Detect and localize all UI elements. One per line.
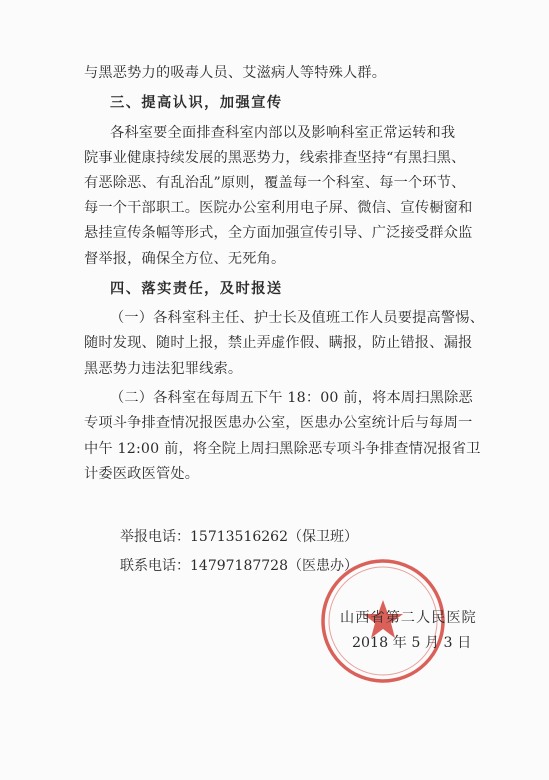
signature-organization: 山西省第二人民医院: [340, 610, 477, 626]
body-line: 计委医政医管处。: [84, 466, 200, 482]
section-heading-three: 三、提高认识，加强宣传: [110, 95, 283, 111]
body-line: 专项斗争排查情况报医患办公室，医患办公室统计后与每周一: [84, 415, 473, 431]
body-line: 每一个干部职工。医院办公室利用电子屏、微信、宣传橱窗和: [84, 200, 473, 216]
body-line: 悬挂宣传条幅等形式，全方面加强宣传引导、广泛接受群众监: [84, 225, 473, 241]
body-line: 中午 12:00 前，将全院上周扫黑除恶专项斗争排查情况报省卫: [84, 441, 481, 457]
signature-date: 2018 年 5 月 3 日: [352, 635, 472, 651]
contact-phone: 联系电话：14797187728（医患办）: [120, 558, 358, 574]
body-line: 院事业健康持续发展的黑恶势力，线索排查坚持“有黑扫黑、: [84, 150, 466, 166]
body-line: 各科室要全面排查科室内部以及影响科室正常运转和我: [110, 125, 456, 141]
body-line: 督举报，确保全方位、无死角。: [84, 251, 286, 267]
body-line: （一）各科室科主任、护士长及值班工作人员要提高警惕、: [110, 310, 485, 326]
body-line: 黑恶势力违法犯罪线索。: [84, 361, 243, 377]
report-phone: 举报电话：15713516262（保卫班）: [120, 529, 358, 545]
body-line: 随时发现、随时上报，禁止弄虚作假、瞒报，防止错报、漏报: [84, 335, 473, 351]
body-line: 与黑恶势力的吸毒人员、艾滋病人等特殊人群。: [84, 65, 387, 81]
body-line: 有恶除恶、有乱治乱”原则，覆盖每一个科室、每一个环节、: [84, 175, 466, 191]
section-heading-four: 四、落实责任，及时报送: [110, 281, 283, 297]
body-line: （二）各科室在每周五下午 18：00 前，将本周扫黑除恶: [110, 390, 473, 406]
